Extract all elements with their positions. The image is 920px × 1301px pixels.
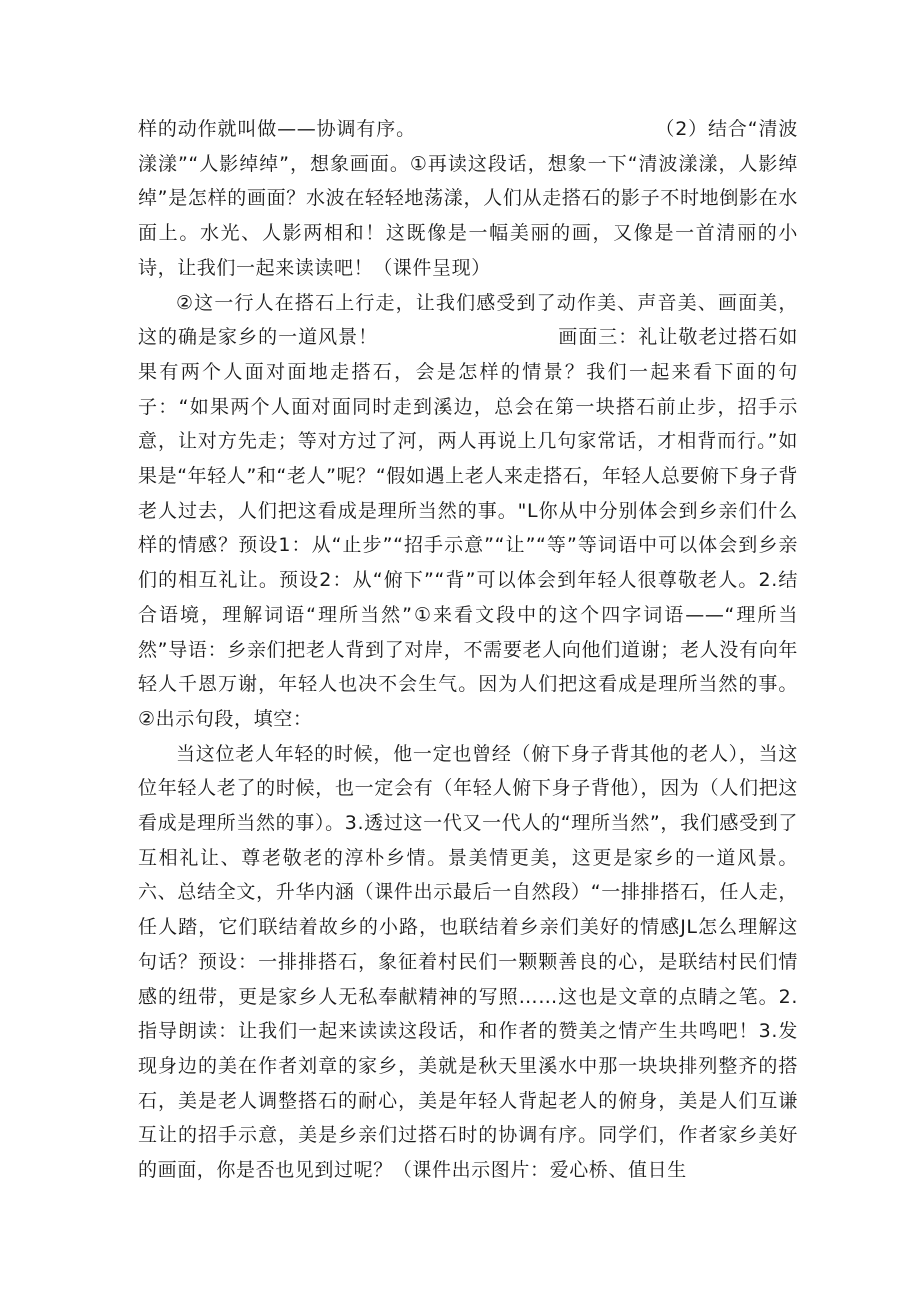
paragraph-3: 当这位老人年轻的时候，他一定也曾经（俯下身子背其他的老人），当这位年轻人老了的时候，也一定会有（年轻人俯下身子背他），因为（人们把这看成是理所当然的事）。3.透过这一代又一代人的“理所当然”，我们感受到了互相礼让、尊老敬老的淳朴乡情。景美情更美，这更是家乡的一道风景。六、总结全文，升华内涵（课件出示最后一自然段）“一排排搭石，任人走，任人踏，它们联结着故乡的小路，也联结着乡亲们美好的情感JL怎么理解这句话？预设：一排排搭石，象征着村民们一颗颗善良的心，是联结村民们情感的纽带，更是家乡人无私奉献精神的写照……这也是文章的点睛之笔。2.指导朗读：让我们一起来读读这段话，和作者的赞美之情产生共鸣吧！3.发现身边的美在作者刘章的家乡，美就是秋天里溪水中那一块块排列整齐的搭石，美是老人调整搭石的耐心，美是年轻人背起老人的俯身，美是人们互谦互让的招手示意，美是乡亲们过搭石时的协调有序。同学们，作者家乡美好的画面，你是否也见到过呢？（课件出示图片：爱心桥、值日生 <box>138 742 798 1182</box>
document-body <box>138 112 798 1188</box>
paragraph-1: 样的动作就叫做——协调有序。 （2）结合“清波漾漾”“人影绰绰”，想象画面。①再读这段话，想象一下“清波漾漾，人影绰绰”是怎样的画面？水波在轻轻地荡漾，人们从走搭石的影子不时地倒影在水面上。水光、人影两相和！这既像是一幅美丽的画，又像是一首清丽的小诗，让我们一起来读读吧！（课件呈现） <box>138 118 798 279</box>
paragraph-2: ②这一行人在搭石上行走，让我们感受到了动作美、声音美、画面美，这的确是家乡的一道风景！ 画面三：礼让敬老过搭石如果有两个人面对面地走搭石，会是怎样的情景？我们一起来看下面的句子：“如果两个人面对面同时走到溪边，总会在第一块搭石前止步，招手示意，让对方先走；等对方过了河，两人再说上几句家常话，才相背而行。”如果是“年轻人”和“老人”呢？“假如遇上老人来走搭石，年轻人总要俯下身子背老人过去，人们把这看成是理所当然的事。"L你从中分别体会到乡亲们什么样的情感？预设1：从“止步”“招手示意”“让”“等”等词语中可以体会到乡亲们的相互礼让。预设2：从“俯下”“背”可以体会到年轻人很尊敬老人。2.结合语境，理解词语“理所当然”①来看文段中的这个四字词语——“理所当然”导语：乡亲们把老人背到了对岸，不需要老人向他们道谢；老人没有向年轻人千恩万谢，年轻人也决不会生气。因为人们把这看成是理所当然的事。②出示句段，填空： <box>138 291 798 730</box>
